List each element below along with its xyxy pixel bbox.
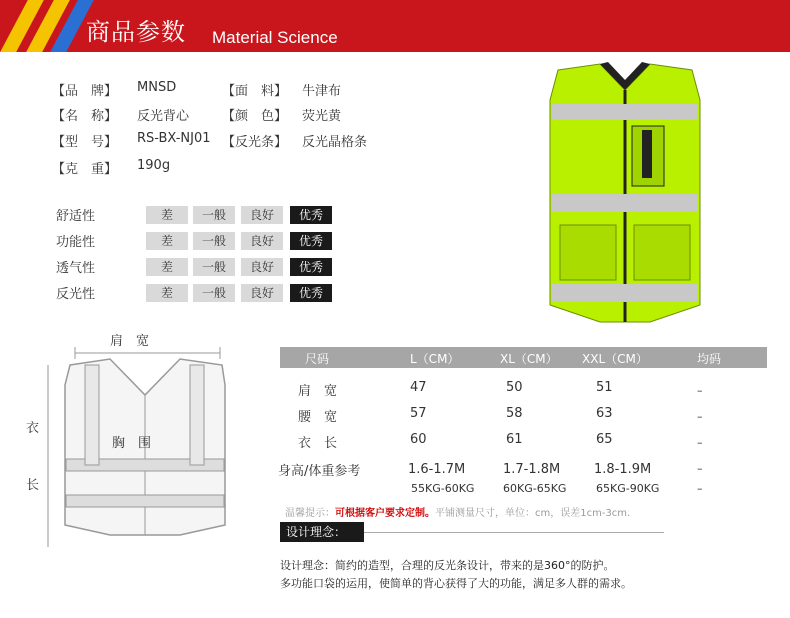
brand-value: MNSD (137, 80, 177, 95)
rating-level-box: 优秀 (290, 284, 332, 302)
rating-label: 功能性 (56, 235, 96, 250)
measurement-note (285, 504, 630, 519)
ref-label: 身高/体重参考 (278, 464, 361, 479)
size-cell: 47 (410, 380, 427, 395)
rating-level-box: 差 (146, 232, 188, 250)
model-value: RS-BX-NJ01 (137, 131, 211, 146)
brand-label: 【品 牌】 (52, 84, 118, 99)
rating-level-box: 一般 (193, 206, 235, 224)
rating-level-box: 良好 (241, 232, 283, 250)
design-line-1: 设计理念：简约的造型，合理的反光条设计，带来的是360°的防护。 (280, 559, 615, 572)
size-row-label: 腰 宽 (298, 410, 338, 425)
rating-level-box: 一般 (193, 232, 235, 250)
sketch-length-bottom: 长 (26, 478, 40, 493)
ref-weight-xxl: 65KG-90KG (596, 482, 660, 495)
fabric-value: 牛津布 (302, 84, 342, 99)
size-header: 尺码 (305, 352, 330, 366)
free-size-header: 均码 (697, 352, 722, 366)
rating-level-box: 一般 (193, 284, 235, 302)
rating-level-box: 优秀 (290, 258, 332, 276)
rating-level-box: 差 (146, 258, 188, 276)
color-label: 【颜 色】 (222, 109, 288, 124)
note-prefix: 温馨提示： (285, 508, 335, 519)
ref-free-weight: – (697, 482, 703, 495)
design-line-2: 多功能口袋的运用，使简单的背心获得了大的功能，满足多人群的需求。 (280, 577, 632, 590)
ref-free-height: – (697, 462, 703, 475)
sketch-length-top: 衣 (26, 421, 40, 436)
size-cell: 61 (506, 432, 523, 447)
xl-header: XL（CM） (500, 352, 558, 366)
size-cell: 51 (596, 380, 613, 395)
weight-label: 【克 重】 (52, 162, 118, 177)
size-cell: 58 (506, 406, 523, 421)
size-row-label: 肩 宽 (298, 384, 338, 399)
fabric-label: 【面 料】 (222, 84, 288, 99)
ref-weight-xl: 60KG-65KG (503, 482, 567, 495)
size-cell: 50 (506, 380, 523, 395)
ref-weight-l: 55KG-60KG (411, 482, 475, 495)
rating-level-box: 差 (146, 284, 188, 302)
rating-level-box: 良好 (241, 206, 283, 224)
l-header: L（CM） (410, 352, 460, 366)
sketch-chest-label: 胸 围 (112, 436, 152, 451)
color-value: 荧光黄 (302, 109, 342, 124)
title-chinese: 商品参数 (86, 18, 186, 46)
reflect-label: 【反光条】 (222, 135, 288, 150)
header-banner (0, 0, 790, 52)
rating-level-box: 优秀 (290, 232, 332, 250)
title-english: Material Science (212, 28, 338, 47)
rating-level-box: 差 (146, 206, 188, 224)
free-size-cell: – (697, 410, 703, 423)
vest-product-image (530, 60, 720, 328)
rating-label: 透气性 (56, 261, 96, 276)
ref-height-l: 1.6-1.7M (408, 462, 466, 477)
name-value: 反光背心 (137, 109, 190, 124)
name-label: 【名 称】 (52, 109, 118, 124)
weight-value: 190g (137, 158, 171, 173)
sketch-shoulder-label: 肩 宽 (110, 334, 150, 349)
design-heading: 设计理念： (280, 522, 364, 542)
note-highlight: 可根据客户要求定制。 (335, 508, 435, 519)
size-row-label: 衣 长 (298, 436, 338, 451)
size-cell: 63 (596, 406, 613, 421)
free-size-cell: – (697, 384, 703, 397)
rating-label: 反光性 (56, 287, 96, 302)
reflect-value: 反光晶格条 (302, 135, 368, 150)
rating-level-box: 优秀 (290, 206, 332, 224)
size-cell: 65 (596, 432, 613, 447)
design-divider (364, 532, 664, 533)
rating-level-box: 良好 (241, 258, 283, 276)
rating-level-box: 良好 (241, 284, 283, 302)
size-cell: 60 (410, 432, 427, 447)
free-size-cell: – (697, 436, 703, 449)
model-label: 【型 号】 (52, 135, 118, 150)
size-cell: 57 (410, 406, 427, 421)
rating-label: 舒适性 (56, 209, 96, 224)
xxl-header: XXL（CM） (582, 352, 648, 366)
ref-height-xxl: 1.8-1.9M (594, 462, 652, 477)
note-suffix: 平铺测量尺寸，单位：cm，误差1cm-3cm. (435, 508, 631, 519)
ref-height-xl: 1.7-1.8M (503, 462, 561, 477)
rating-level-box: 一般 (193, 258, 235, 276)
